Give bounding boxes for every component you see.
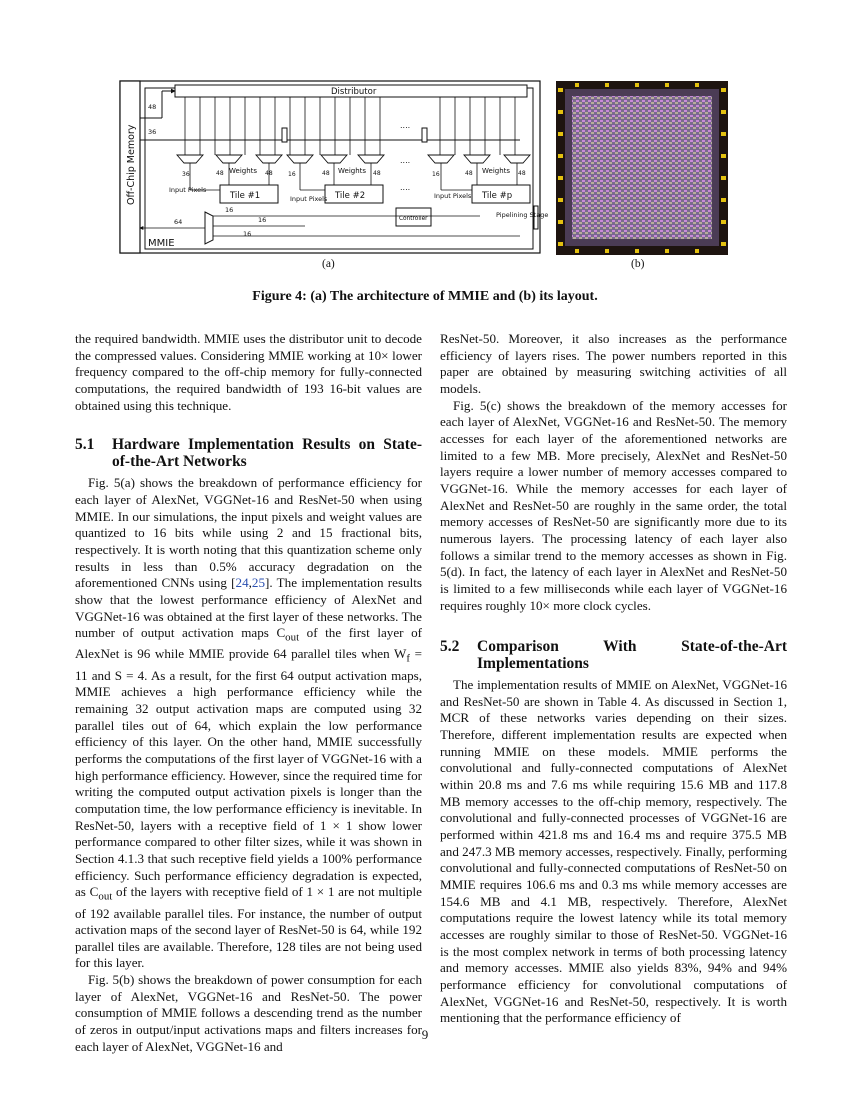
controller-label: Controller <box>399 216 428 222</box>
paragraph: the required bandwidth. MMIE uses the distributor unit to decode the compressed values. Considering MMIE working at 10× lower frequency compared to the off-chip memory for fully-connected computations, the required bandwidth of 193 16-bit values are obtained using this technique. <box>75 331 422 413</box>
svg-text:Tile #1: Tile #1 <box>230 191 261 201</box>
subfigure-a-label: (a) <box>322 258 335 270</box>
svg-text:Weights: Weights <box>482 167 511 175</box>
svg-text:....: .... <box>400 183 411 192</box>
architecture-diagram <box>0 0 850 300</box>
svg-text:36: 36 <box>148 128 157 136</box>
svg-text:Weights: Weights <box>338 167 367 175</box>
paragraph: The implementation results of MMIE on AlexNet, VGGNet-16 and ResNet-50 are shown in Table 4. As discussed in Section 1, MCR of these networks varies depending on their sizes. Therefore, different implementation results are expected when running MMIE on these models. MMIE performs the convolutional and fully-connected computations of AlexNet within 20.8 ms and 7.6 ms while requiring 15.6 MB and 117.8 MB memory accesses to the off-chip memory, respectively. The convolutional and fully-connected processes of VGGNet-16 are performed within 421.8 ms and 16.4 ms and require 375.5 MB and 247.3 MB memory accesses, respectively. Finally, performing convolutional and fully-connected computations of ResNet-50 on MMIE requires 106.6 ms and 0.3 ms while memory accesses are 154.6 MB and 4.1 MB, respectively. Therefore, AlexNet computations require the lowest latency while its total memory accesses are roughly similar to those of ResNet-50. VGGNet-16 is the most complex network in terms of both processing latency and memory accesses. MMIE also yields 83%, 94% and 94% performance efficiency for convolutional computations of AlexNet, VGGNet-16 and ResNet-50, respectively. It is worth mentioning that the performance efficiency of <box>440 677 788 1026</box>
page-number: 9 <box>421 1027 429 1042</box>
section-heading-5-2: 5.2 Comparison With State-of-the-Art Implementations <box>440 638 787 673</box>
svg-text:Input Pixels: Input Pixels <box>434 192 472 200</box>
subfigure-b-label: (b) <box>631 258 645 270</box>
citation-link[interactable]: 24 <box>235 575 249 591</box>
output-mux <box>205 212 213 244</box>
svg-text:Tile #p: Tile #p <box>482 191 513 201</box>
svg-text:48: 48 <box>216 170 224 177</box>
off-chip-memory-label: Off-Chip Memory <box>126 124 137 205</box>
svg-text:Tile #2: Tile #2 <box>335 191 366 201</box>
svg-text:Input Pixels: Input Pixels <box>290 195 328 203</box>
svg-text:48: 48 <box>518 170 526 177</box>
svg-text:48: 48 <box>373 170 381 177</box>
pipelining-stage-label: Pipelining Stage <box>496 211 549 219</box>
svg-text:16: 16 <box>258 216 267 224</box>
svg-text:48: 48 <box>265 170 273 177</box>
distributor-label: Distributor <box>331 87 377 97</box>
paragraph: Fig. 5(b) shows the breakdown of power consumption for each layer of AlexNet, VGGNet-16 and ResNet-50. The power consumption of MMIE follows a descending trend as the number of zeros in output/input activations maps and filters increases for each layer of AlexNet, VGGNet-16 and <box>75 972 422 1054</box>
svg-text:16: 16 <box>432 171 440 178</box>
svg-text:....: .... <box>400 121 411 130</box>
left-column <box>75 331 422 1055</box>
svg-text:48: 48 <box>148 103 157 111</box>
figure-4 <box>0 0 850 304</box>
citation-link[interactable]: 25 <box>251 575 265 591</box>
svg-text:36: 36 <box>182 171 190 178</box>
mmie-label: MMIE <box>148 238 175 249</box>
svg-text:Weights: Weights <box>229 167 258 175</box>
chip-layout-image <box>556 81 728 255</box>
svg-text:48: 48 <box>465 170 473 177</box>
svg-text:....: .... <box>400 156 411 165</box>
svg-text:Input Pixels: Input Pixels <box>169 186 207 194</box>
paragraph: Fig. 5(c) shows the breakdown of the memory accesses for each layer of AlexNet, VGGNet-16 and ResNet-50. The memory accesses for each layer of the aforementioned networks are limited to a few MB. More precisely, AlexNet and ResNet-50 layers require a lower number of memory accesses compared to VGGNet-16. While the memory accesses for each layer of AlexNet and ResNet-50 are roughly in the same order, the total memory accesses of ResNet-50 are significantly more due to its numerous layers. The processing latency of each layer also follows a similar trend to the memory accesses as shown in Fig. 5(d). In fact, the latency of each layer in AlexNet and ResNet-50 is limited to a few milliseconds while each layer of VGGNet-16 requires roughly 10× more clock cycles. <box>440 397 787 613</box>
svg-text:48: 48 <box>322 170 330 177</box>
section-heading-5-1: 5.1 Hardware Implementation Results on State-of-the-Art Networks <box>75 436 422 471</box>
figure-caption: Figure 4: (a) The architecture of MMIE and (b) its layout. <box>252 289 598 304</box>
svg-text:16: 16 <box>225 206 234 214</box>
right-column <box>440 331 787 1027</box>
paragraph: Fig. 5(a) shows the breakdown of performance efficiency for each layer of AlexNet, VGGNet-16 and ResNet-50 when using MMIE. In our simulations, the input pixels and weight values are quantized to 16 bits while using 2 and 15 fractional bits, respectively. It is worth noting that this quantization scheme only results in less than 0.5% accuracy degradation on the aforementioned CNNs using [24,25]. The implementation results show that the lowest performance efficiency of AlexNet and VGGNet-16 was obtained at the first layer of these networks. The number of output activation maps $C_{out}$ of the first layer of AlexNet is 96 while MMIE provide 64 parallel tiles when $W_f = 11$ and S = 4. As a result, for the first 64 output activation maps, MMIE achieves a high performance efficiency while the remaining 32 output activation maps are computed using 32 parallel tiles out of 64, which explain the low performance efficiency of this layer. On the other hand, MMIE successfully performs the computations of the first layer of VGGNet-16 with a high performance efficiency. However, since the required time for writing the computed output activation pixels is longer than the computation time, the low performance efficiency is inevitable. In ResNet-50, layers with a receptive field of 1 × 1 show lower performance compared to other filter sizes, while it was shown in Section 4.1.3 that such receptive field yields a 100% performance efficiency. Such performance efficiency degradation is expected, as $C_{out}$ of the layers with receptive field of 1 × 1 are not multiple of 192 available parallel tiles. For instance, the number of output activation maps of the second layer of ResNet-50 is 64, while 192 parallel tiles are available. Therefore, 128 tiles are not being used for this layer. <box>75 475 422 971</box>
paragraph: ResNet-50. Moreover, it also increases as the performance efficiency of layers rises. The power numbers reported in this paper are obtained by measuring switching activities of all models. <box>440 331 787 396</box>
svg-text:64: 64 <box>174 218 183 226</box>
svg-text:16: 16 <box>243 230 252 238</box>
svg-text:16: 16 <box>288 171 296 178</box>
